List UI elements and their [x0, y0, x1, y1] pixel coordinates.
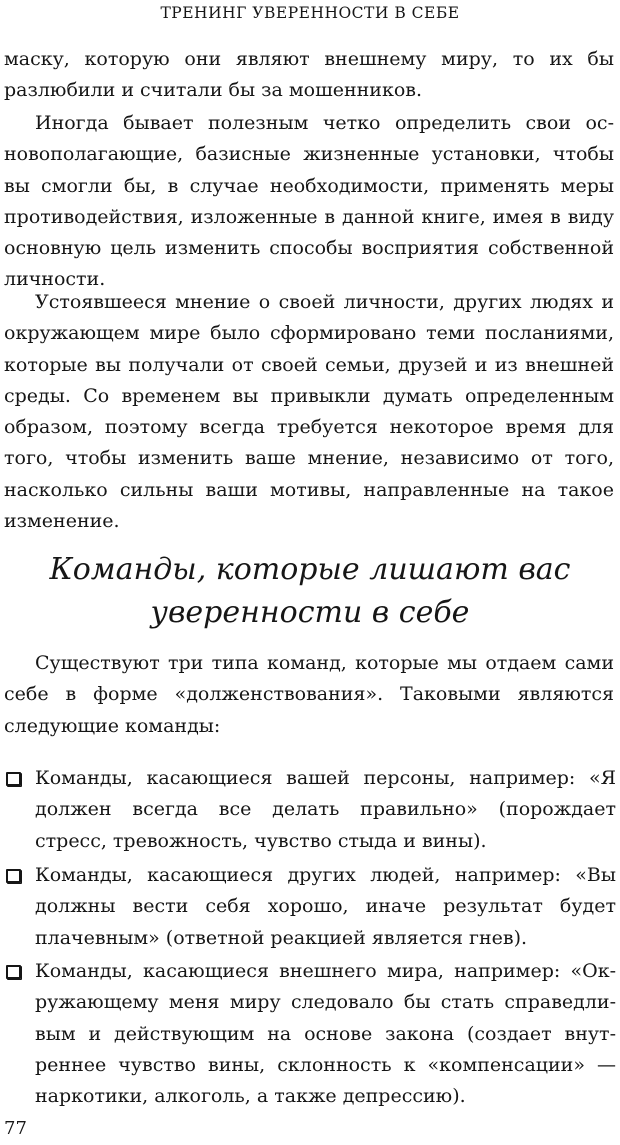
list-item [4, 956, 616, 1112]
page-number: 77 [4, 1118, 27, 1139]
list-item [4, 860, 616, 954]
paragraph-continuation: маску, которую они являют внешнему миру, то их бы разлюбили и считали бы за мошенников. [4, 48, 614, 102]
section-title-line-2: уверенности в себе [150, 595, 470, 630]
list-item-text: Команды, касающиеся вашей персоны, например: «Я должен всегда все делать правильно» (порождает стресс, тревожность, чувство стыда и вины). [35, 767, 616, 852]
list-item [4, 763, 616, 857]
paragraph-established-opinion: Устоявшееся мнение о своей личности, других людях и окружающем мире было сформировано теми посланиями, которые вы получали от своей семьи, друзей и из внешней среды. Со временем вы привыкли думать определенным образом, поэтому всегда требуется некоторое время для того, чтобы изменить ваше мнение, независимо от того, насколько сильны ваши мотивы, направленные на такое изменение. [4, 291, 614, 533]
list-item-text: Команды, касающиеся внешнего мира, например: «Окружающему меня миру следовало бы стать справедливым и действующим на основе закона (создает внутреннее чувство вины, склонность к «компенсации» — наркотики, алкоголь, а также депрессию). [35, 960, 616, 1108]
section-title-line-1: Команды, которые лишают вас [49, 552, 571, 587]
running-head: ТРЕНИНГ УВЕРЕННОСТИ В СЕБЕ [160, 4, 460, 22]
list-item-text: Команды, касающиеся других людей, например: «Вы должны вести себя хорошо, иначе результат будет плачевным» (ответной реакцией является гнев). [35, 864, 616, 949]
checkbox-bullet-icon [6, 869, 21, 883]
paragraph-core-beliefs: Иногда бывает полезным четко определить свои основополагающие, базисные жизненные установки, чтобы вы смогли бы, в случае необходимости, применять меры противодействия, изложенные в данной книге, имея в виду основную цель изменить способы восприятия собственной личности. [4, 112, 614, 291]
section-title [0, 548, 620, 634]
checkbox-bullet-icon [6, 772, 21, 786]
checkbox-bullet-icon [6, 965, 21, 979]
paragraph-section-intro: Существуют три типа команд, которые мы отдаем сами себе в форме «долженствования». Таковыми являются следующие команды: [4, 652, 614, 737]
